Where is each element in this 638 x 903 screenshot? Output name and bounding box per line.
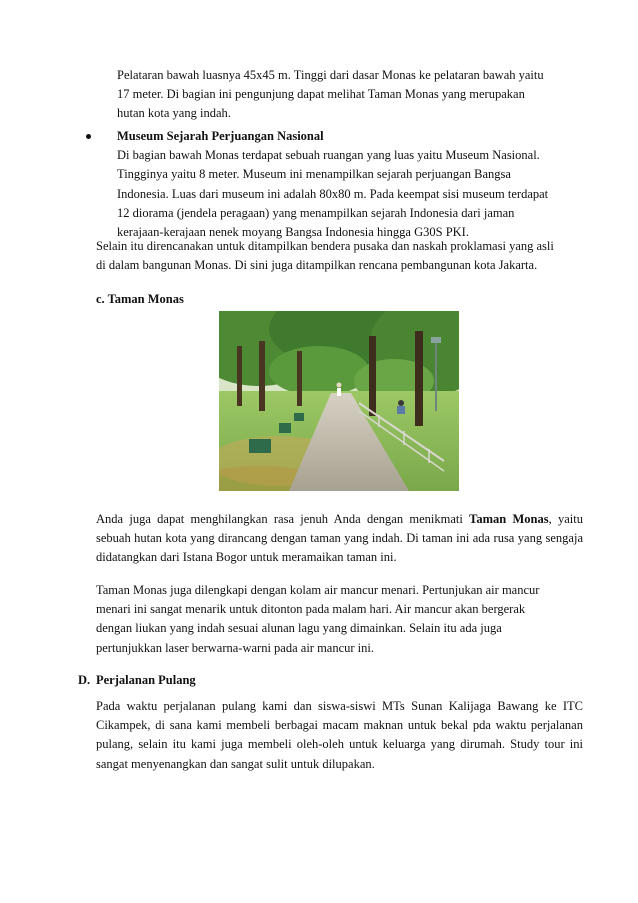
para2-line: pertunjukkan laser berwarna-warni pada air mancur ini.	[96, 640, 375, 655]
section-c-heading: c. Taman Monas	[96, 292, 184, 306]
para2-line: menari ini sangat menarik untuk ditonton pada malam hari. Air mancur akan bergerak	[96, 602, 526, 617]
museum-line: Tingginya yaitu 8 meter. Museum ini menampilkan sejarah perjuangan Bangsa	[117, 167, 511, 182]
section-c-paragraph-2	[96, 581, 596, 658]
museum-line: 12 diorama (jendela peragaan) yang menampilkan sejarah Indonesia dari jaman	[117, 205, 515, 220]
intro-line: hutan kota yang indah.	[117, 106, 231, 121]
section-c-paragraph-1	[96, 510, 583, 568]
extra-paragraph	[96, 237, 596, 275]
para1-text-end: , yaitu sebuah hutan kota yang dirancang dengan taman yang indah. Di taman ini ada rusa yang sengaja didatangkan dari Istana Bogor untuk meramaikan taman ini.	[96, 512, 583, 565]
para2-line: Taman Monas juga dilengkapi dengan kolam air mancur menari. Pertunjukan air mancur	[96, 583, 540, 597]
section-d-letter: D.	[78, 673, 91, 687]
park-illustration	[219, 311, 459, 491]
museum-line: Indonesia. Luas dari museum ini adalah 80x80 m. Pada keempat sisi museum terdapat	[117, 186, 549, 201]
extra-line: Selain itu direncanakan untuk ditampilkan bendera pusaka dan naskah proklamasi yang asli	[96, 239, 554, 253]
museum-line: kerajaan-kerajaan nenek moyang Bangsa Indonesia hingga G30S PKI.	[117, 225, 469, 240]
museum-heading: Museum Sejarah Perjuangan Nasional	[117, 129, 324, 143]
extra-line: di dalam bangunan Monas. Di sini juga ditampilkan rencana pembangunan kota Jakarta.	[96, 258, 538, 273]
bullet-icon	[86, 134, 91, 139]
section-d-paragraph: Pada waktu perjalanan pulang kami dan siswa-siswi MTs Sunan Kalijaga Bawang ke ITC Cikampek, di sana kami membeli berbagai macam maknan untuk bekal pda waktu perjalanan pulang, selain itu kami juga membeli oleh-oleh untuk keluarga yang dirumah. Study tour ini sangat menyenangkan dan sangat sulit untuk dilupakan.	[96, 699, 583, 771]
section-d-heading: Perjalanan Pulang	[96, 673, 196, 687]
taman-monas-photo	[219, 311, 459, 491]
para1-text: Anda juga dapat menghilangkan rasa jenuh Anda dengan menikmati	[96, 512, 470, 526]
intro-paragraph	[117, 66, 587, 124]
intro-line: 17 meter. Di bagian ini pengunjung dapat melihat Taman Monas yang merupakan	[117, 87, 525, 102]
intro-line: Pelataran bawah luasnya 45x45 m. Tinggi dari dasar Monas ke pelataran bawah yaitu	[117, 68, 544, 82]
para1-bold-text: Taman Monas	[469, 512, 549, 526]
museum-line: Di bagian bawah Monas terdapat sebuah ruangan yang luas yaitu Museum Nasional.	[117, 148, 540, 163]
para2-line: dengan liukan yang indah sesuai alunan lagu yang dimainkan. Selain itu ada juga	[96, 621, 502, 636]
museum-block	[117, 127, 587, 242]
